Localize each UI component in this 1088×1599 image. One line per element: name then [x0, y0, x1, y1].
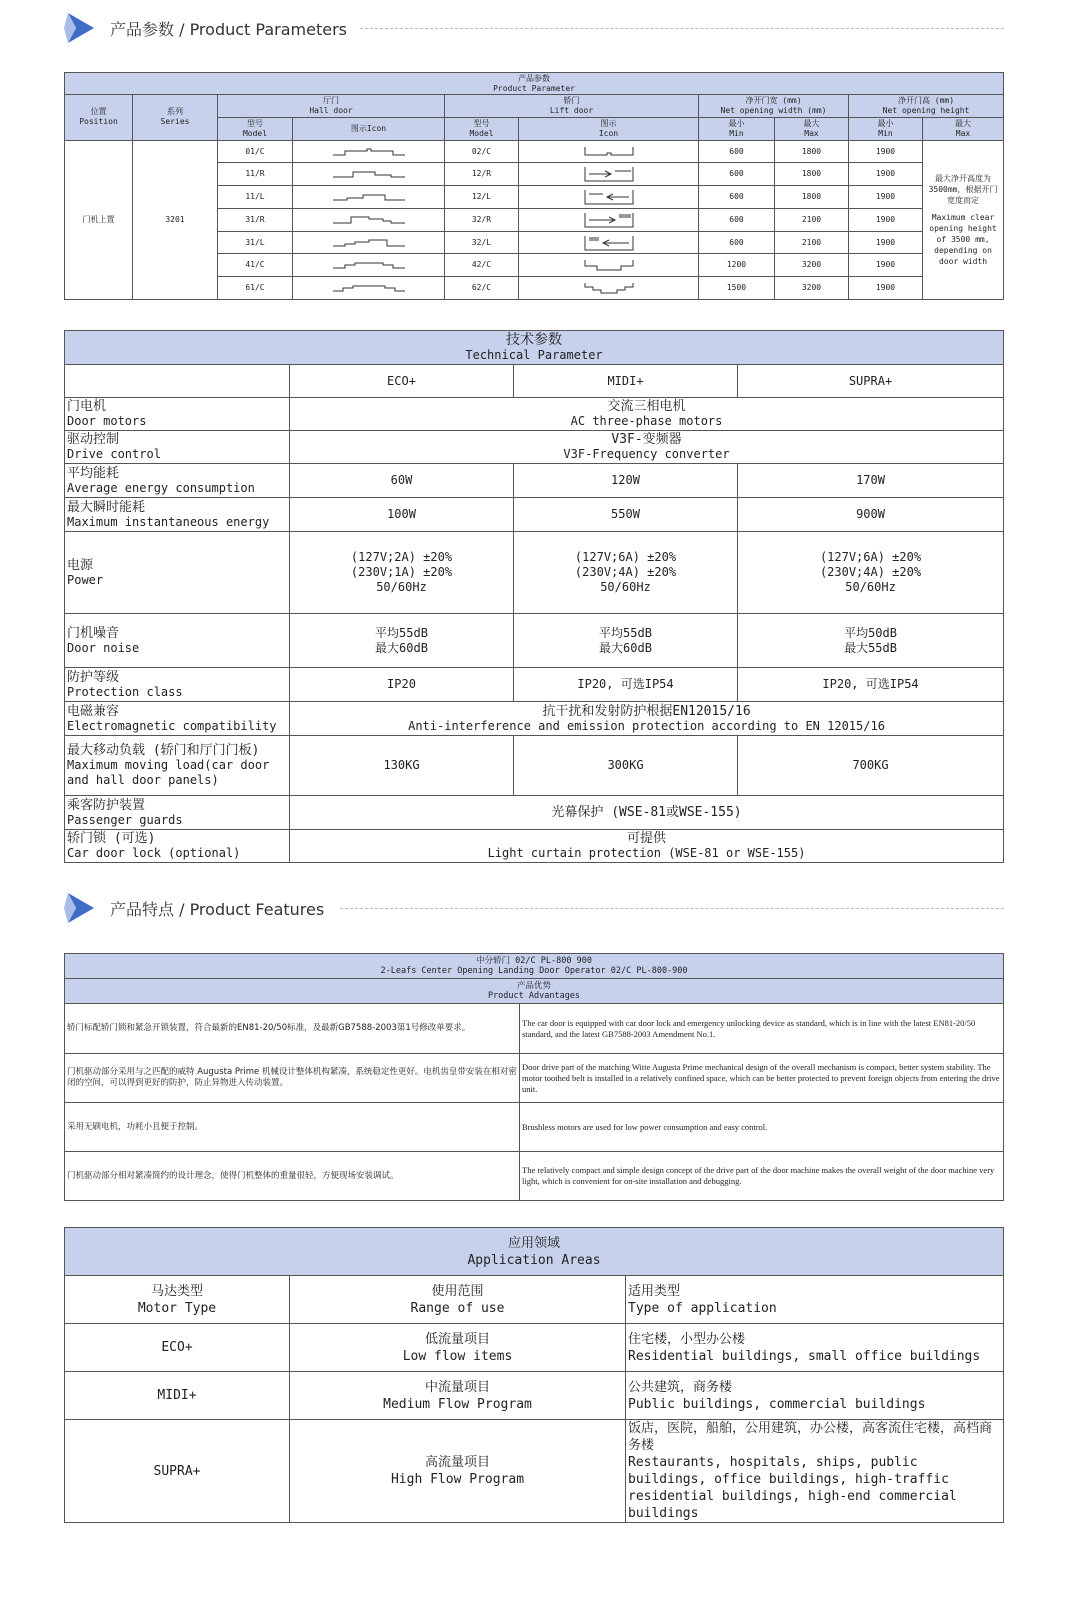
- value-zh: 抗干扰和发射防护根据EN12015/16: [542, 703, 751, 719]
- series-cell: 3201: [133, 140, 218, 299]
- width-max-cell: 1800: [775, 163, 849, 186]
- width-min-cell: 600: [699, 140, 775, 163]
- range-en: High Flow Program: [390, 1472, 525, 1487]
- type-zh: 公共建筑，商务楼: [628, 1379, 733, 1395]
- hall-model-cell: 31/L: [218, 231, 293, 254]
- range-header: 使用范围 Range of use: [290, 1276, 626, 1324]
- column-midi: MIDI+: [514, 365, 738, 398]
- range-en: Low flow items: [402, 1348, 513, 1364]
- type-cell: [626, 1324, 1004, 1372]
- value-cell: IP20, 可选IP54: [514, 668, 738, 702]
- section-header-features: [64, 890, 1004, 926]
- label-zh: 轿门锁 (可选): [67, 831, 156, 846]
- divider: [340, 908, 1004, 909]
- technical-row: [65, 532, 1004, 614]
- lift-door-icon: [519, 186, 699, 209]
- range-zh: 低流量项目: [424, 1331, 490, 1347]
- label-en: Drive control: [67, 447, 161, 461]
- lift-door-icon: [519, 163, 699, 186]
- spanned-value: [290, 830, 1004, 863]
- lift-model-cell: 02/C: [445, 140, 519, 163]
- technical-row: [65, 464, 1004, 498]
- application-row: [65, 1420, 1004, 1523]
- spanned-value: [290, 796, 1004, 830]
- width-max-cell: 3200: [775, 277, 849, 300]
- label-zh: 门电机: [67, 399, 107, 414]
- row-label: [65, 398, 290, 431]
- lift-model-cell: 12/R: [445, 163, 519, 186]
- range-zh: 高流量项目: [424, 1455, 490, 1470]
- series-header: 系列 Series: [133, 95, 218, 141]
- technical-row: [65, 796, 1004, 830]
- type-header: 适用类型 Type of application: [626, 1276, 1004, 1324]
- value-en: Light curtain protection (WSE-81 or WSE-155): [487, 846, 806, 860]
- technical-row: [65, 498, 1004, 532]
- label-zh: 驱动控制: [67, 432, 120, 447]
- product-features-table: [64, 953, 1004, 1201]
- row-label: [65, 668, 290, 702]
- column-eco: ECO+: [290, 365, 514, 398]
- label-en: Door motors: [67, 414, 147, 428]
- height-min-cell: 1900: [849, 254, 923, 277]
- label-en: Average energy consumption: [67, 480, 255, 495]
- value-line: 最大60dB: [599, 640, 652, 655]
- feature-zh: 门机驱动部分采用与之匹配的威特 Augusta Prime 机械设计整体机构紧凑，系统稳定性更好。电机齿皇带安装在相对密闭的空间，可以得到更好的防护，防止异物进入传动装置。: [65, 1054, 520, 1103]
- feature-row: [65, 1054, 1004, 1103]
- product-parameter-table: [64, 72, 1004, 300]
- feature-en: Brushless motors are used for low power consumption and easy control.: [520, 1103, 1004, 1152]
- max-height-note: [923, 140, 1004, 299]
- width-min-cell: 600: [699, 186, 775, 209]
- type-en: Residential buildings, small office buildings: [628, 1348, 981, 1364]
- width-min-header: 最小 Min: [699, 118, 775, 140]
- row-label: [65, 702, 290, 736]
- hall-model-cell: 01/C: [218, 140, 293, 163]
- label-en: Power: [67, 572, 104, 587]
- row-label: [65, 464, 290, 498]
- product-parameter-title: 产品参数 Product Parameter: [65, 73, 1004, 95]
- width-max-cell: 2100: [775, 231, 849, 254]
- row-label: [65, 431, 290, 464]
- technical-row: [65, 736, 1004, 796]
- hall-door-icon: [293, 140, 445, 163]
- hall-model-cell: 31/R: [218, 208, 293, 231]
- arrow-icon: [64, 11, 98, 45]
- section-title-parameters: 产品参数 / Product Parameters: [110, 19, 347, 39]
- value-en: AC three-phase motors: [570, 414, 723, 428]
- range-zh: 中流量项目: [424, 1379, 490, 1395]
- value-cell: [290, 614, 514, 668]
- motor-cell: MIDI+: [65, 1372, 290, 1420]
- application-row: [65, 1372, 1004, 1420]
- height-min-cell: 1900: [849, 140, 923, 163]
- feature-row: [65, 1103, 1004, 1152]
- value-cell: 100W: [290, 498, 514, 532]
- value-cell: 60W: [290, 464, 514, 498]
- height-header: 净开门高 (mm) Net opening height: [849, 95, 1004, 118]
- label-en: Passenger guards: [67, 812, 183, 827]
- value-line: 50/60Hz: [845, 580, 896, 594]
- width-max-header: 最大 Max: [775, 118, 849, 140]
- width-max-cell: 2100: [775, 208, 849, 231]
- feature-en: Door drive part of the matching Witte Augusta Prime mechanical design of the overall mechanism is compact, better system stability. The motor toothed belt is installed in a relatively confined space, which can be better protected to prevent foreign objects from entering the drive unit.: [520, 1054, 1004, 1103]
- hall-icon-header: 图示Icon: [293, 118, 445, 140]
- height-min-cell: 1900: [849, 277, 923, 300]
- label-zh: 最大瞬时能耗: [67, 499, 146, 515]
- width-min-cell: 1200: [699, 254, 775, 277]
- value-line: (127V;6A) ±20%: [819, 550, 922, 564]
- value-cell: 120W: [514, 464, 738, 498]
- width-min-cell: 600: [699, 163, 775, 186]
- label-zh: 平均能耗: [67, 465, 120, 481]
- technical-row: [65, 398, 1004, 431]
- label-en: Door noise: [67, 640, 140, 655]
- label-zh: 乘客防护装置: [67, 797, 146, 813]
- feature-en: The relatively compact and simple design concept of the drive part of the door machine makes the overall weight of the door machine very light, which is convenient for on-site installation and debugging.: [520, 1152, 1004, 1201]
- value-cell: IP20, 可选IP54: [738, 668, 1004, 702]
- value-line: 50/60Hz: [376, 580, 427, 594]
- label-zh: 最大移动负载 (轿门和厅门门板): [67, 743, 260, 758]
- arrow-icon: [64, 891, 98, 925]
- value-cell: IP20: [290, 668, 514, 702]
- height-min-cell: 1900: [849, 186, 923, 209]
- value-cell: [514, 614, 738, 668]
- height-max-header: 最大 Max: [923, 118, 1004, 140]
- lift-model-header: 型号 Model: [445, 118, 519, 140]
- value-line: (230V;4A) ±20%: [819, 565, 922, 579]
- technical-row: [65, 614, 1004, 668]
- lift-model-cell: 62/C: [445, 277, 519, 300]
- spanned-value: [290, 702, 1004, 736]
- motor-cell: SUPRA+: [65, 1420, 290, 1523]
- lift-door-icon: [519, 277, 699, 300]
- parameter-row: [65, 140, 1004, 163]
- feature-zh: 门机驱动部分相对紧凑简约的设计理念，使得门机整体的重量很轻，方便现场安装调试。: [65, 1152, 520, 1201]
- value-line: (230V;4A) ±20%: [574, 565, 677, 579]
- hall-door-icon: [293, 254, 445, 277]
- lift-door-header: 轿门 Lift door: [445, 95, 699, 118]
- row-label: [65, 614, 290, 668]
- technical-row: [65, 830, 1004, 863]
- width-min-cell: 600: [699, 208, 775, 231]
- technical-row: [65, 702, 1004, 736]
- label-en: Electromagnetic compatibility: [67, 718, 277, 733]
- lift-model-cell: 42/C: [445, 254, 519, 277]
- height-min-cell: 1900: [849, 231, 923, 254]
- width-max-cell: 1800: [775, 140, 849, 163]
- width-max-cell: 3200: [775, 254, 849, 277]
- lift-model-cell: 12/L: [445, 186, 519, 209]
- value-line: 平均50dB: [844, 625, 897, 640]
- technical-row: [65, 668, 1004, 702]
- width-min-cell: 600: [699, 231, 775, 254]
- spanned-value: [290, 431, 1004, 464]
- application-row: [65, 1324, 1004, 1372]
- value-line: 最大60dB: [375, 640, 428, 655]
- range-cell: [290, 1420, 626, 1523]
- note-zh: 最大净开高度为3500mm，根据开门宽度而定: [928, 173, 998, 205]
- value-en: Anti-interference and emission protection according to EN 12015/16: [408, 718, 885, 733]
- value-line: 平均55dB: [599, 625, 652, 640]
- height-min-cell: 1900: [849, 208, 923, 231]
- value-line: 平均55dB: [375, 625, 428, 640]
- lift-door-icon: [519, 140, 699, 163]
- height-min-cell: 1900: [849, 163, 923, 186]
- range-cell: [290, 1324, 626, 1372]
- value-line: (127V;2A) ±20%: [350, 550, 453, 564]
- label-en: Car door lock (optional): [67, 846, 241, 860]
- value-en: V3F-Frequency converter: [563, 447, 730, 461]
- row-label: [65, 796, 290, 830]
- hall-model-header: 型号 Model: [218, 118, 293, 140]
- lift-door-icon: [519, 254, 699, 277]
- label-zh: 电磁兼容: [67, 703, 120, 719]
- technical-row: [65, 431, 1004, 464]
- column-supra: SUPRA+: [738, 365, 1004, 398]
- height-min-header: 最小 Min: [849, 118, 923, 140]
- label-en: Maximum instantaneous energy: [67, 514, 270, 529]
- technical-parameter-table: [64, 330, 1004, 863]
- feature-row: [65, 1004, 1004, 1054]
- type-zh: 饭店，医院，船舶，公用建筑，办公楼，高客流住宅楼，高档商务楼: [628, 1421, 993, 1453]
- application-areas-table: [64, 1227, 1004, 1523]
- type-en: Public buildings, commercial buildings: [628, 1396, 926, 1412]
- features-title: 中分轿门 02/C PL-800 900 2-Leafs Center Opening Landing Door Operator 02/C PL-800-900: [65, 954, 1004, 979]
- motor-type-header: 马达类型 Motor Type: [65, 1276, 290, 1324]
- blank-header: [65, 365, 290, 398]
- feature-zh: 轿门标配轿门锁和紧急开锁装置，符合最新的EN81-20/50标准，及最新GB7588-2003第1号修改单要求。: [65, 1004, 520, 1054]
- value-zh: 可提供: [627, 831, 667, 846]
- width-header: 净开门宽 (mm) Net opening width (mm): [699, 95, 849, 118]
- technical-title: 技术参数 Technical Parameter: [65, 331, 1004, 365]
- value-zh: V3F-变频器: [611, 432, 682, 447]
- lift-model-cell: 32/R: [445, 208, 519, 231]
- hall-door-header: 厅门 Hall door: [218, 95, 445, 118]
- value-cell: [514, 532, 738, 614]
- hall-model-cell: 41/C: [218, 254, 293, 277]
- feature-en: The car door is equipped with car door lock and emergency unlocking device as standard, which is in line with the latest EN81-20/50 standard, and the latest GB7588-2003 Amendment No.1.: [520, 1004, 1004, 1054]
- hall-model-cell: 11/R: [218, 163, 293, 186]
- label-zh: 电源: [67, 557, 94, 573]
- value-cell: [738, 614, 1004, 668]
- hall-door-icon: [293, 163, 445, 186]
- value-cell: [738, 532, 1004, 614]
- section-title-features: 产品特点 / Product Features: [110, 899, 325, 919]
- hall-door-icon: [293, 208, 445, 231]
- label-zh: 门机噪音: [67, 625, 120, 641]
- advantages-title: 产品优势 Product Advantages: [65, 979, 1004, 1004]
- row-label: [65, 736, 290, 796]
- value-cell: [290, 532, 514, 614]
- feature-zh: 采用无刷电机，功耗小且便于控制。: [65, 1103, 520, 1152]
- type-en: Restaurants, hospitals, ships, public buildings, office buildings, high-traffic residential buildings, high-end commercial buildings: [628, 1455, 957, 1521]
- divider: [360, 28, 1004, 29]
- value-cell: 170W: [738, 464, 1004, 498]
- label-zh: 防护等级: [67, 669, 120, 685]
- application-title: 应用领域 Application Areas: [65, 1228, 1004, 1276]
- type-cell: [626, 1372, 1004, 1420]
- label-en: Maximum moving load(car door and hall door panels): [67, 758, 270, 787]
- label-en: Protection class: [67, 684, 183, 699]
- hall-door-icon: [293, 277, 445, 300]
- lift-door-icon: [519, 231, 699, 254]
- section-header-parameters: [64, 10, 1004, 46]
- value-zh: 交流三相电机: [607, 399, 686, 414]
- row-label: [65, 498, 290, 532]
- value-line: (127V;6A) ±20%: [574, 550, 677, 564]
- position-cell: 门机上置: [65, 140, 133, 299]
- lift-icon-header: 图示 Icon: [519, 118, 699, 140]
- value-cell: 550W: [514, 498, 738, 532]
- hall-door-icon: [293, 231, 445, 254]
- range-en: Medium Flow Program: [383, 1396, 532, 1412]
- motor-cell: ECO+: [65, 1324, 290, 1372]
- position-header: 位置 Position: [65, 95, 133, 141]
- hall-door-icon: [293, 186, 445, 209]
- hall-model-cell: 11/L: [218, 186, 293, 209]
- value-cell: 300KG: [514, 736, 738, 796]
- value-line: 最大55dB: [844, 640, 897, 655]
- type-cell: [626, 1420, 1004, 1523]
- lift-door-icon: [519, 208, 699, 231]
- spanned-value: [290, 398, 1004, 431]
- value-cell: 130KG: [290, 736, 514, 796]
- value-line: 50/60Hz: [600, 580, 651, 594]
- row-label: [65, 830, 290, 863]
- range-cell: [290, 1372, 626, 1420]
- type-zh: 住宅楼，小型办公楼: [628, 1331, 746, 1347]
- value-line: (230V;1A) ±20%: [350, 565, 453, 579]
- hall-model-cell: 61/C: [218, 277, 293, 300]
- width-max-cell: 1800: [775, 186, 849, 209]
- value-cell: 900W: [738, 498, 1004, 532]
- value-cell: 700KG: [738, 736, 1004, 796]
- width-min-cell: 1500: [699, 277, 775, 300]
- feature-row: [65, 1152, 1004, 1201]
- value-zh: 光幕保护 (WSE-81或WSE-155): [551, 805, 742, 820]
- lift-model-cell: 32/L: [445, 231, 519, 254]
- row-label: [65, 532, 290, 614]
- note-en: Maximum clear opening height of 3500 mm, depending on door width: [929, 212, 997, 266]
